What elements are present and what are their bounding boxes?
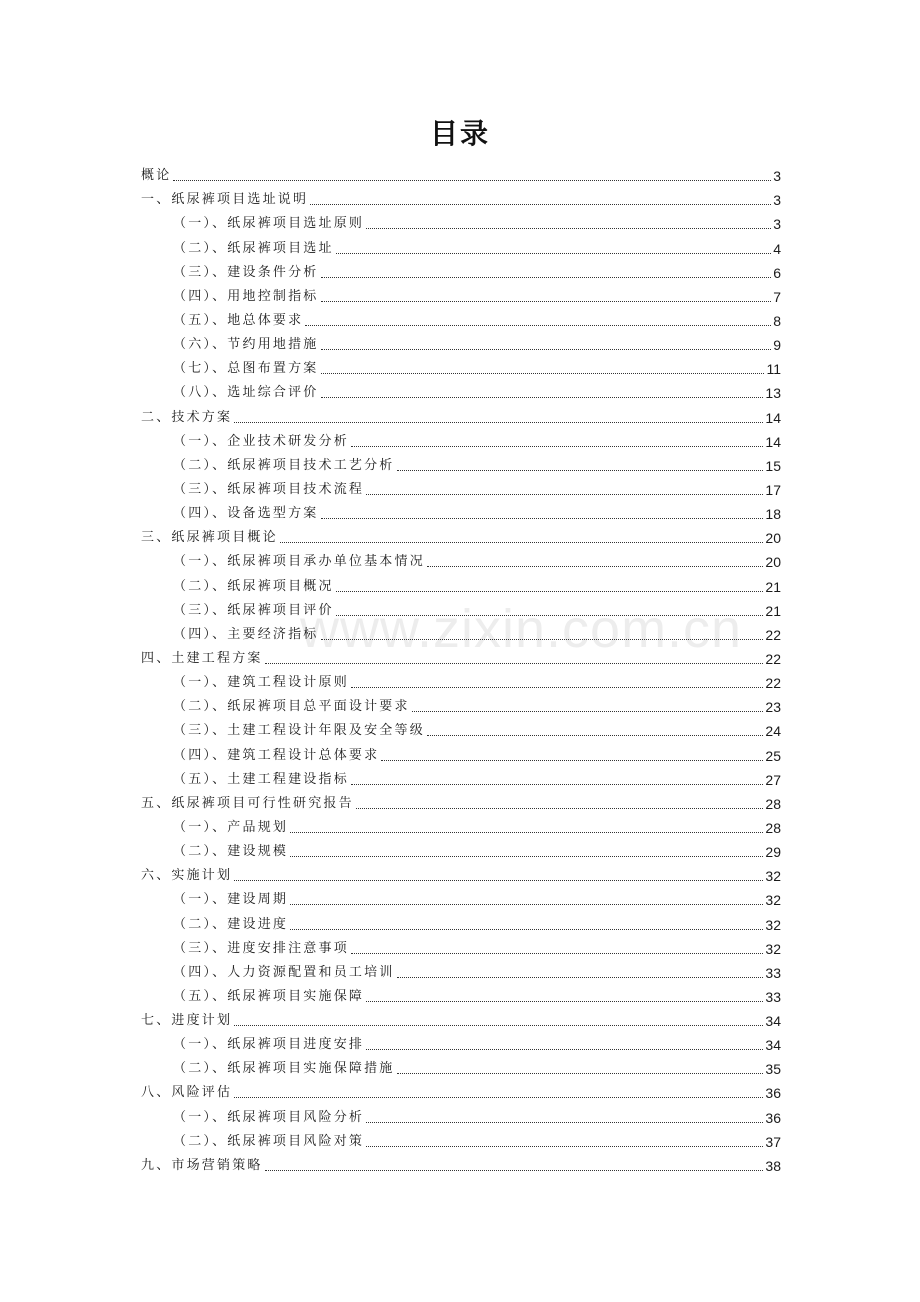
toc-page-number: 33 [765,988,781,1005]
toc-page-number: 15 [765,457,781,474]
toc-entry-title: （一）、产品规划 [173,819,289,835]
toc-section-entry[interactable] [141,306,781,330]
toc-dot-leader [366,1122,763,1123]
toc-page-number: 22 [765,626,781,643]
toc-section-entry[interactable] [141,668,781,692]
toc-dot-leader [351,446,764,447]
toc-entry-title: （五）、地总体要求 [173,312,304,328]
toc-page-number: 14 [765,409,781,426]
toc-page-number: 32 [765,940,781,957]
toc-chapter-entry[interactable] [141,861,781,885]
toc-entry-title: （一）、纸尿裤项目承办单位基本情况 [173,554,425,570]
toc-dot-leader [290,832,763,833]
toc-page-number: 4 [773,240,781,257]
toc-section-entry[interactable] [141,282,781,306]
toc-entry-title: 三、纸尿裤项目概论 [141,530,278,546]
toc-dot-leader [173,180,771,181]
toc-dot-leader [305,325,771,326]
toc-entry-title: （二）、纸尿裤项目实施保障措施 [173,1061,395,1077]
toc-section-entry[interactable] [141,909,781,933]
toc-dot-leader [290,856,763,857]
toc-section-entry[interactable] [141,1127,781,1151]
toc-entry-title: 四、土建工程方案 [141,650,263,666]
toc-page-number: 3 [773,216,781,233]
toc-entry-title: （一）、企业技术研发分析 [173,433,349,449]
toc-entry-title: （一）、纸尿裤项目选址原则 [173,216,365,232]
toc-dot-leader [234,1025,763,1026]
toc-page-number: 33 [765,964,781,981]
toc-dot-leader [412,711,764,712]
toc-entry-title: 九、市场营销策略 [141,1157,263,1173]
toc-page-number: 6 [773,264,781,281]
toc-entry-title: （三）、土建工程设计年限及安全等级 [173,723,425,739]
toc-page-number: 14 [765,433,781,450]
toc-dot-leader [321,349,772,350]
toc-dot-leader [336,615,764,616]
toc-page-number: 36 [765,1109,781,1126]
toc-section-entry[interactable] [141,813,781,837]
toc-section-entry[interactable] [141,427,781,451]
toc-page-number: 27 [765,771,781,788]
toc-page-number: 34 [765,1013,781,1030]
toc-section-entry[interactable] [141,258,781,282]
toc-section-entry[interactable] [141,765,781,789]
toc-chapter-entry[interactable] [141,1006,781,1030]
toc-section-entry[interactable] [141,958,781,982]
toc-page-number: 38 [765,1157,781,1174]
toc-entry-title: 八、风险评估 [141,1085,233,1101]
toc-dot-leader [265,663,764,664]
toc-dot-leader [310,204,771,205]
page-title: 目录 [429,117,490,150]
toc-page-number: 36 [765,1085,781,1102]
toc-chapter-entry[interactable] [141,402,781,426]
toc-page-number: 22 [765,675,781,692]
toc-entry-title: （一）、纸尿裤项目进度安排 [173,1037,365,1053]
toc-page-number: 24 [765,723,781,740]
toc-section-entry[interactable] [141,1030,781,1054]
toc-dot-leader [397,977,764,978]
toc-entry-title: 二、技术方案 [141,409,233,425]
toc-section-entry[interactable] [141,547,781,571]
table-of-contents [141,161,781,1175]
toc-section-entry[interactable] [141,716,781,740]
toc-chapter-entry[interactable] [141,1078,781,1102]
toc-page-number: 9 [773,337,781,354]
toc-page-number: 32 [765,868,781,885]
toc-section-entry[interactable] [141,1102,781,1126]
toc-dot-leader [427,735,764,736]
toc-page-number: 21 [765,578,781,595]
toc-dot-leader [366,228,771,229]
toc-entry-title: （二）、纸尿裤项目技术工艺分析 [173,457,395,473]
toc-dot-leader [351,784,764,785]
toc-entry-title: 六、实施计划 [141,868,233,884]
toc-chapter-entry[interactable] [141,185,781,209]
toc-page-number: 28 [765,819,781,836]
toc-section-entry[interactable] [141,620,781,644]
toc-entry-title: （五）、土建工程建设指标 [173,771,349,787]
toc-entry-title: 一、纸尿裤项目选址说明 [141,192,309,208]
toc-chapter-entry[interactable] [141,161,781,185]
toc-section-entry[interactable] [141,499,781,523]
toc-entry-title: （二）、纸尿裤项目总平面设计要求 [173,699,410,715]
toc-entry-title: （二）、纸尿裤项目风险对策 [173,1133,365,1149]
toc-section-entry[interactable] [141,1054,781,1078]
toc-entry-title: （二）、纸尿裤项目概况 [173,578,334,594]
toc-chapter-entry[interactable] [141,789,781,813]
toc-entry-title: （四）、建筑工程设计总体要求 [173,747,380,763]
toc-chapter-entry[interactable] [141,1151,781,1175]
watermark-text: www.zixin.com.cn [300,599,743,659]
toc-section-entry[interactable] [141,209,781,233]
toc-entry-title: 七、进度计划 [141,1013,233,1029]
toc-dot-leader [351,687,764,688]
toc-dot-leader [321,277,772,278]
toc-section-entry[interactable] [141,837,781,861]
toc-page-number: 11 [766,361,781,378]
toc-dot-leader [290,929,763,930]
toc-section-entry[interactable] [141,233,781,257]
toc-entry-title: （一）、建设周期 [173,892,289,908]
toc-dot-leader [427,566,764,567]
toc-dot-leader [234,1097,763,1098]
toc-page-number: 3 [773,192,781,209]
toc-page-number: 20 [765,554,781,571]
toc-page-number: 20 [765,530,781,547]
toc-entry-title: （二）、纸尿裤项目选址 [173,240,334,256]
toc-dot-leader [366,1001,763,1002]
toc-entry-title: （六）、节约用地措施 [173,337,319,353]
toc-page-number: 29 [765,844,781,861]
toc-page-number: 3 [773,168,781,185]
toc-page-number: 8 [773,312,781,329]
toc-entry-title: 概论 [141,168,172,184]
toc-page-number: 23 [765,699,781,716]
toc-entry-title: （三）、纸尿裤项目技术流程 [173,481,365,497]
toc-entry-title: （五）、纸尿裤项目实施保障 [173,988,365,1004]
toc-entry-title: （八）、选址综合评价 [173,385,319,401]
toc-section-entry[interactable] [141,885,781,909]
toc-section-entry[interactable] [141,378,781,402]
toc-entry-title: （一）、建筑工程设计原则 [173,675,349,691]
toc-dot-leader [265,1170,764,1171]
toc-section-entry[interactable] [141,982,781,1006]
toc-page-number: 32 [765,892,781,909]
toc-dot-leader [351,953,764,954]
toc-entry-title: （四）、设备选型方案 [173,506,319,522]
toc-chapter-entry[interactable] [141,523,781,547]
toc-dot-leader [366,494,763,495]
toc-page-number: 35 [765,1061,781,1078]
toc-dot-leader [321,518,764,519]
toc-section-entry[interactable] [141,475,781,499]
toc-page-number: 7 [773,288,781,305]
toc-dot-leader [234,422,763,423]
toc-entry-title: （二）、建设规模 [173,844,289,860]
toc-entry-title: （七）、总图布置方案 [173,361,319,377]
toc-section-entry[interactable] [141,934,781,958]
toc-dot-leader [336,591,764,592]
toc-page-number: 22 [765,650,781,667]
toc-section-entry[interactable] [141,692,781,716]
toc-page-number: 17 [765,481,781,498]
toc-entry-title: （四）、主要经济指标 [173,626,319,642]
toc-section-entry[interactable] [141,740,781,764]
toc-entry-title: （三）、进度安排注意事项 [173,940,349,956]
toc-dot-leader [321,639,764,640]
toc-page-number: 21 [765,602,781,619]
toc-entry-title: 五、纸尿裤项目可行性研究报告 [141,795,354,811]
toc-page-number: 37 [765,1133,781,1150]
toc-entry-title: （四）、用地控制指标 [173,288,319,304]
toc-dot-leader [366,1146,763,1147]
toc-dot-leader [290,904,763,905]
toc-dot-leader [280,542,764,543]
toc-section-entry[interactable] [141,571,781,595]
toc-chapter-entry[interactable] [141,644,781,668]
toc-entry-title: （四）、人力资源配置和员工培训 [173,964,395,980]
toc-dot-leader [366,1049,763,1050]
toc-dot-leader [321,373,765,374]
toc-dot-leader [397,1073,764,1074]
toc-dot-leader [234,880,763,881]
toc-entry-title: （三）、建设条件分析 [173,264,319,280]
toc-entry-title: （二）、建设进度 [173,916,289,932]
toc-section-entry[interactable] [141,451,781,475]
toc-dot-leader [381,760,763,761]
toc-dot-leader [321,397,764,398]
toc-dot-leader [336,253,772,254]
toc-entry-title: （一）、纸尿裤项目风险分析 [173,1109,365,1125]
toc-page-number: 25 [765,747,781,764]
toc-page-number: 32 [765,916,781,933]
toc-section-entry[interactable] [141,354,781,378]
toc-section-entry[interactable] [141,596,781,620]
toc-page-number: 13 [765,385,781,402]
toc-dot-leader [397,470,764,471]
toc-page-number: 28 [765,795,781,812]
toc-page-number: 18 [765,506,781,523]
toc-dot-leader [356,808,764,809]
toc-section-entry[interactable] [141,330,781,354]
toc-dot-leader [321,301,772,302]
toc-page-number: 34 [765,1037,781,1054]
toc-entry-title: （三）、纸尿裤项目评价 [173,602,334,618]
